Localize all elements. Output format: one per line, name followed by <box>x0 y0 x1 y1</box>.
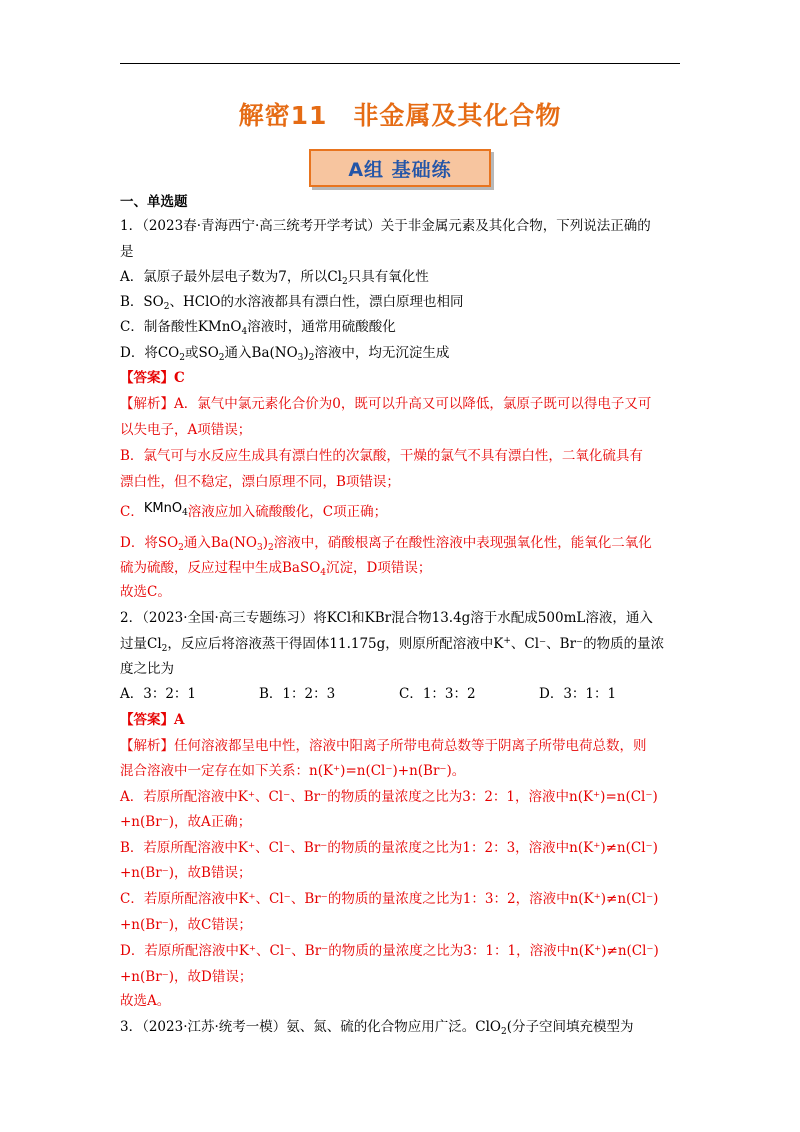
q2-answer: 【答案】A <box>120 712 185 728</box>
q3-stem: 3．（2023·江苏·统考一模）氨、氮、硫的化合物应用广泛。ClO$_2$(分子空间填充模型为 <box>120 1019 634 1037</box>
section-heading: 一、单选题 <box>120 194 188 210</box>
q2-analysis-b-1: B．若原所配溶液中K⁺、Cl⁻、Br⁻的物质的量浓度之比为1：2：3，溶液中n(K⁺)≠n(Cl⁻) <box>120 840 658 856</box>
q1-explanation-7: 硫为硫酸，反应过程中生成BaSO$_4$沉淀，D项错误； <box>120 560 432 578</box>
q2-stem-line-3: 度之比为 <box>120 661 174 677</box>
q1-explanation-4: 漂白性，但不稳定，漂白原理不同，B项错误； <box>120 474 400 490</box>
q2-explanation-2: 混合溶液中一定存在如下关系：n(K⁺)=n(Cl⁻)+n(Br⁻)。 <box>120 763 466 779</box>
q2-option-d: D．3：1：1 <box>539 686 617 702</box>
q1-answer: 【答案】C <box>120 370 185 386</box>
q2-option-c: C．1：3：2 <box>399 686 476 702</box>
q2-conclusion: 故选A。 <box>120 993 171 1009</box>
q2-analysis-c-1: C．若原所配溶液中K⁺、Cl⁻、Br⁻的物质的量浓度之比为1：3：2，溶液中n(K⁺)≠n(Cl⁻) <box>120 891 659 907</box>
q1-explanation-6: D．将$SO_2$通入$Ba(NO_3)_2$溶液中，硝酸根离子在酸性溶液中表现强氧化性，能氧化二氧化 <box>120 535 652 553</box>
section-banner: A组 基础练 <box>309 149 491 187</box>
q2-option-b: B．1：2：3 <box>259 686 336 702</box>
header-rule <box>120 63 680 64</box>
q1-explanation-5: C．KMnO$_4$溶液应加入硫酸酸化，C项正确； <box>120 501 388 520</box>
q1-option-c: C．制备酸性KMnO$_4$溶液时，通常用硫酸酸化 <box>120 319 396 337</box>
page-title: 解密11 非金属及其化合物 <box>238 101 562 130</box>
q2-analysis-a-2: +n(Br⁻)，故A正确； <box>120 814 252 830</box>
q2-explanation-1: 【解析】任何溶液都呈电中性，溶液中阳离子所带电荷总数等于阴离子所带电荷总数，则 <box>120 738 647 754</box>
q2-analysis-d-1: D．若原所配溶液中K⁺、Cl⁻、Br⁻的物质的量浓度之比为3：1：1，溶液中n(K⁺)≠n(Cl⁻) <box>120 943 659 959</box>
q2-analysis-b-2: +n(Br⁻)，故B错误； <box>120 865 252 881</box>
q1-stem-line-1: 1．（2023春·青海西宁·高三统考开学考试）关于非金属元素及其化合物，下列说法正确的 <box>120 218 651 234</box>
q1-option-a: A．氯原子最外层电子数为7，所以$Cl_2$只具有氧化性 <box>120 269 429 287</box>
q1-option-d: D．将$CO_2$或$SO_2$通入$Ba(NO_3)_2$溶液中，均无沉淀生成 <box>120 345 450 363</box>
q1-option-b: B．$SO_2$、HClO的水溶液都具有漂白性，漂白原理也相同 <box>120 294 464 312</box>
q2-analysis-a-1: A．若原所配溶液中K⁺、Cl⁻、Br⁻的物质的量浓度之比为3：2：1，溶液中n(K⁺)=n(Cl⁻) <box>120 789 658 805</box>
q2-analysis-d-2: +n(Br⁻)，故D错误； <box>120 969 253 985</box>
q1-explanation-2: 以失电子，A项错误； <box>120 422 252 438</box>
q1-explanation-1: 【解析】A．氯气中氯元素化合价为0，既可以升高又可以降低，氯原子既可以得电子又可 <box>120 396 652 412</box>
q2-stem-line-2: 过量$Cl_2$，反应后将溶液蒸干得固体11.175g，则原所配溶液中K+、Cl⁻、Br⁻的物质的量浓 <box>120 636 665 654</box>
q2-option-a: A．3：2：1 <box>120 686 197 702</box>
q1-stem-line-2: 是 <box>120 244 134 260</box>
q2-analysis-c-2: +n(Br⁻)，故C错误； <box>120 917 252 933</box>
q1-explanation-3: B．氯气可与水反应生成具有漂白性的次氯酸，干燥的氯气不具有漂白性，二氧化硫具有 <box>120 448 643 464</box>
q1-explanation-8: 故选C。 <box>120 584 171 600</box>
q2-stem-line-1: 2．（2023·全国·高三专题练习）将KCl和KBr混合物13.4g溶于水配成500mL溶液，通入 <box>120 610 653 626</box>
